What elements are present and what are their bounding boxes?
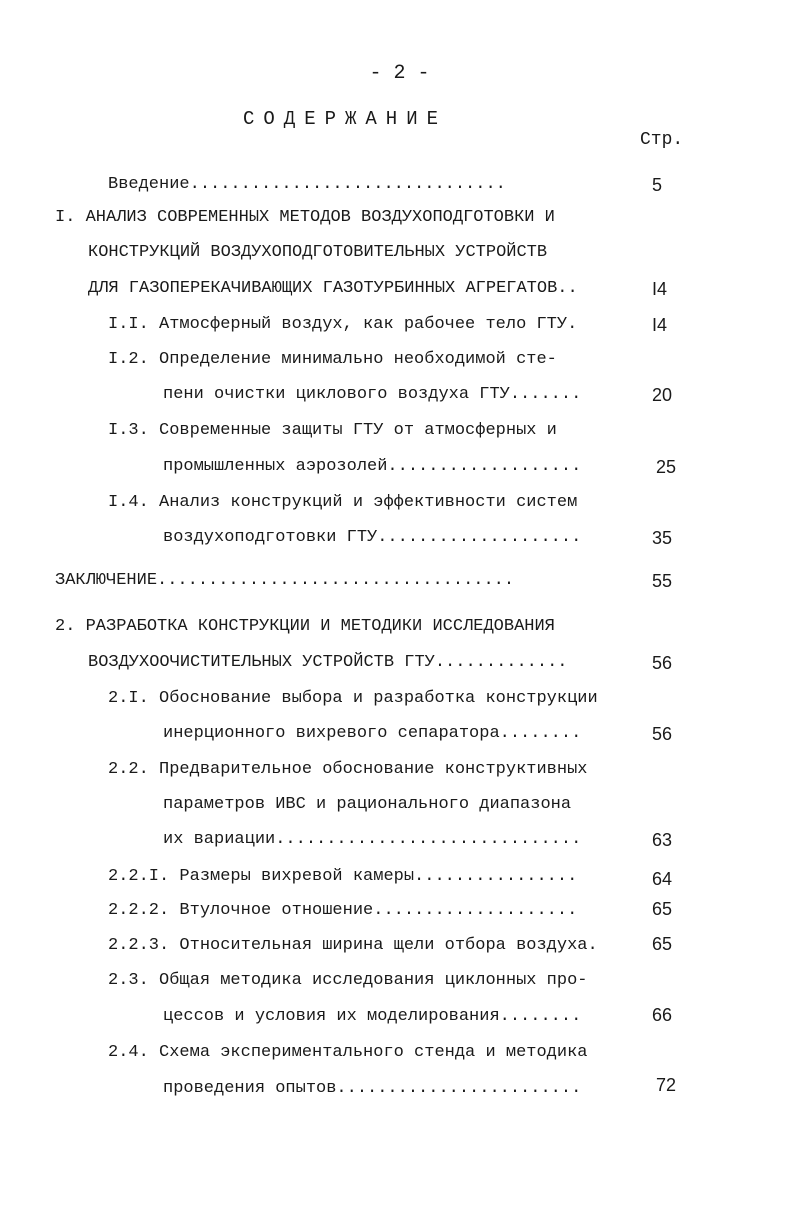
toc-line-2-2-a: 2.2. Предварительное обоснование конструктивных	[108, 760, 588, 779]
toc-line-ch2-a: 2. РАЗРАБОТКА КОНСТРУКЦИИ И МЕТОДИКИ ИССЛЕДОВАНИЯ	[55, 617, 555, 636]
toc-line-2-2-c: их вариации..............................	[163, 830, 582, 849]
toc-line-2-1-a: 2.I. Обоснование выбора и разработка конструкции	[108, 689, 598, 708]
toc-page-1-2: 20	[652, 385, 673, 405]
toc-line-intro: Введение...............................	[108, 175, 506, 194]
toc-line-2-1-b: инерционного вихревого сепаратора........	[163, 724, 582, 743]
toc-page-1-4: 35	[652, 528, 673, 548]
toc-page-2-4: 72	[656, 1075, 677, 1095]
page-title: СОДЕРЖАНИЕ	[242, 108, 448, 130]
page-number: - 2 -	[369, 62, 430, 85]
toc-line-2-2-2: 2.2.2. Втулочное отношение....................	[108, 901, 578, 920]
toc-page-2-1: 56	[652, 724, 673, 744]
toc-line-1-2-a: I.2. Определение минимально необходимой сте-	[108, 350, 557, 369]
toc-line-2-4-a: 2.4. Схема экспериментального стенда и методика	[108, 1043, 588, 1062]
toc-page-2-2-3: 65	[652, 934, 673, 954]
toc-line-2-3-a: 2.3. Общая методика исследования циклонных про-	[108, 971, 588, 990]
toc-line-1-1: I.I. Атмосферный воздух, как рабочее тело ГТУ.	[108, 315, 578, 334]
toc-page-2-2: 63	[652, 830, 673, 850]
toc-line-ch1-c: ДЛЯ ГАЗОПЕРЕКАЧИВАЮЩИХ ГАЗОТУРБИННЫХ АГРЕГАТОВ..	[88, 279, 578, 298]
toc-page-conclusion: 55	[652, 571, 673, 591]
toc-page-2-3: 66	[652, 1005, 673, 1025]
toc-line-conclusion: ЗАКЛЮЧЕНИЕ...................................	[55, 571, 515, 590]
toc-page-1-1: I4	[652, 315, 668, 335]
toc-line-1-3-b: промышленных аэрозолей...................	[163, 457, 582, 476]
toc-page-ch1: I4	[652, 279, 668, 299]
toc-line-1-4-a: I.4. Анализ конструкций и эффективности систем	[108, 493, 578, 512]
toc-page-2-2-2: 65	[652, 899, 673, 919]
toc-page-ch2: 56	[652, 653, 673, 673]
toc-page-intro: 5	[652, 175, 663, 195]
toc-line-1-3-a: I.3. Современные защиты ГТУ от атмосферных и	[108, 421, 557, 440]
toc-line-2-4-b: проведения опытов........................	[163, 1079, 582, 1098]
toc-line-1-4-b: воздухоподготовки ГТУ....................	[163, 528, 582, 547]
toc-line-2-2-3: 2.2.3. Относительная ширина щели отбора воздуха.	[108, 936, 598, 955]
toc-line-2-2-1: 2.2.I. Размеры вихревой камеры................	[108, 867, 578, 886]
toc-line-ch2-b: ВОЗДУХООЧИСТИТЕЛЬНЫХ УСТРОЙСТВ ГТУ.............	[88, 653, 568, 672]
toc-line-1-2-b: пени очистки циклового воздуха ГТУ.......	[163, 385, 582, 404]
toc-page-2-2-1: 64	[652, 869, 673, 889]
toc-line-2-3-b: цессов и условия их моделирования........	[163, 1007, 582, 1026]
toc-line-2-2-b: параметров ИВС и рационального диапазона	[163, 795, 572, 814]
toc-page-1-3: 25	[656, 457, 677, 477]
page-column-header: Стр.	[640, 130, 684, 150]
toc-line-ch1-a: I. АНАЛИЗ СОВРЕМЕННЫХ МЕТОДОВ ВОЗДУХОПОДГОТОВКИ И	[55, 208, 555, 227]
toc-line-ch1-b: КОНСТРУКЦИЙ ВОЗДУХОПОДГОТОВИТЕЛЬНЫХ УСТРОЙСТВ	[88, 243, 548, 262]
